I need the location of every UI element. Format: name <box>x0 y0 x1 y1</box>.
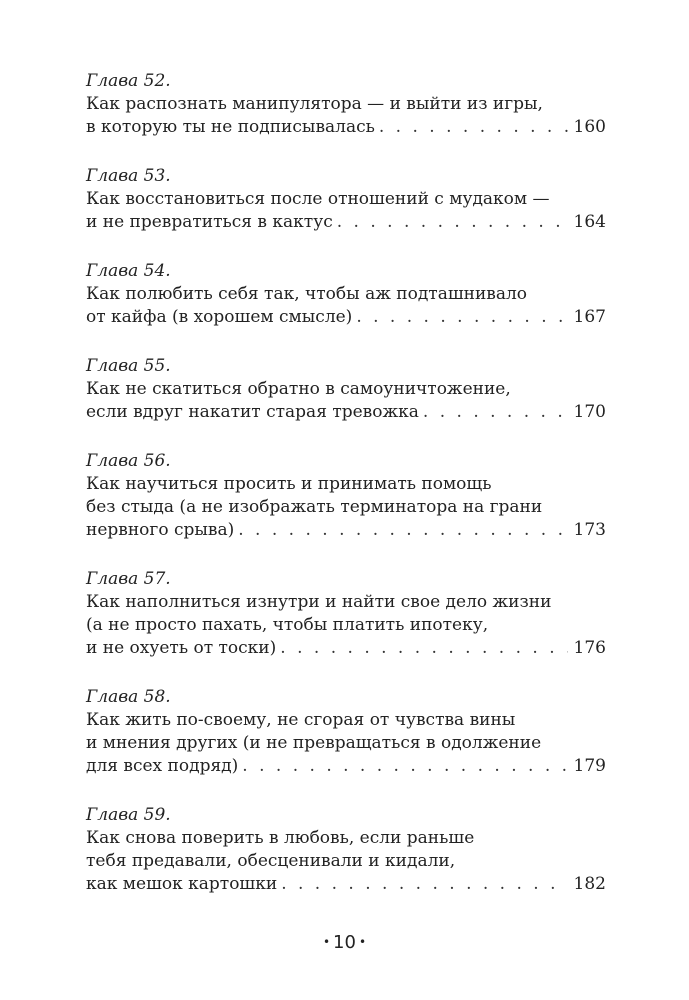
footer-bullet-right: • <box>358 935 367 949</box>
toc-entry-59 <box>86 804 606 896</box>
toc-entry-57 <box>86 568 606 660</box>
chapter-title-line: без стыда (а не изображать терминатора на грани <box>86 497 543 517</box>
page-reference: 176 <box>573 638 606 658</box>
chapter-title-last-line <box>86 873 606 896</box>
dot-leader <box>379 116 568 139</box>
dot-leader <box>337 211 568 234</box>
chapter-label: Глава 56. <box>86 451 171 471</box>
chapter-title-last-line <box>86 755 606 778</box>
page-reference: 173 <box>573 520 606 540</box>
chapter-label: Глава 57. <box>86 569 171 589</box>
chapter-label: Глава 52. <box>86 71 171 91</box>
toc-entry-53 <box>86 165 606 234</box>
chapter-title-last-line <box>86 519 606 542</box>
dot-leader <box>356 306 567 329</box>
chapter-title-text: нервного срыва) <box>86 520 235 540</box>
chapter-title-line: (а не просто пахать, чтобы платить ипотеку, <box>86 615 489 635</box>
chapter-title-line: Как восстановиться после отношений с мудаком — <box>86 189 550 209</box>
dot-leader <box>280 637 567 660</box>
chapter-title-last-line <box>86 306 606 329</box>
chapter-title-last-line <box>86 401 606 424</box>
toc-entry-56 <box>86 450 606 542</box>
toc-entry-55 <box>86 355 606 424</box>
page-reference: 170 <box>573 402 606 422</box>
chapter-title-line: Как жить по-своему, не сгорая от чувства вины <box>86 710 516 730</box>
toc-entry-52 <box>86 70 606 139</box>
chapter-title-line: Как наполниться изнутри и найти свое дело жизни <box>86 592 552 612</box>
page-number: 10 <box>333 932 356 953</box>
toc-entry-58 <box>86 686 606 778</box>
footer-bullet-left: • <box>322 935 331 949</box>
chapter-title-text: и не превратиться в кактус <box>86 212 333 232</box>
toc-entry-54 <box>86 260 606 329</box>
chapter-title-last-line <box>86 211 606 234</box>
chapter-title-line: Как снова поверить в любовь, если раньше <box>86 828 475 848</box>
chapter-title-text: от кайфа (в хорошем смысле) <box>86 307 353 327</box>
page-reference: 160 <box>573 117 606 137</box>
chapter-label: Глава 58. <box>86 687 171 707</box>
chapter-label: Глава 53. <box>86 166 171 186</box>
chapter-title-text: в которую ты не подписывалась <box>86 117 375 137</box>
dot-leader <box>238 519 567 542</box>
chapter-label: Глава 59. <box>86 805 171 825</box>
dot-leader <box>242 755 567 778</box>
chapter-title-text: если вдруг накатит старая тревожка <box>86 402 419 422</box>
page-reference: 167 <box>573 307 606 327</box>
page-reference: 182 <box>573 874 606 894</box>
chapter-title-text: и не охуеть от тоски) <box>86 638 277 658</box>
page-footer <box>0 932 689 953</box>
chapter-title-line: Как распознать манипулятора — и выйти из игры, <box>86 94 543 114</box>
chapter-title-line: тебя предавали, обесценивали и кидали, <box>86 851 456 871</box>
page-reference: 179 <box>573 756 606 776</box>
table-of-contents <box>86 70 606 922</box>
chapter-title-line: Как не скатиться обратно в самоуничтожение, <box>86 379 511 399</box>
dot-leader <box>281 873 567 896</box>
chapter-label: Глава 54. <box>86 261 171 281</box>
chapter-title-last-line <box>86 116 606 139</box>
chapter-title-text: для всех подряд) <box>86 756 239 776</box>
chapter-title-line: Как научиться просить и принимать помощь <box>86 474 492 494</box>
chapter-label: Глава 55. <box>86 356 171 376</box>
chapter-title-line: Как полюбить себя так, чтобы аж подташнивало <box>86 284 528 304</box>
dot-leader <box>423 401 568 424</box>
chapter-title-last-line <box>86 637 606 660</box>
page-reference: 164 <box>573 212 606 232</box>
chapter-title-text: как мешок картошки <box>86 874 278 894</box>
chapter-title-line: и мнения других (и не превращаться в одолжение <box>86 733 542 753</box>
